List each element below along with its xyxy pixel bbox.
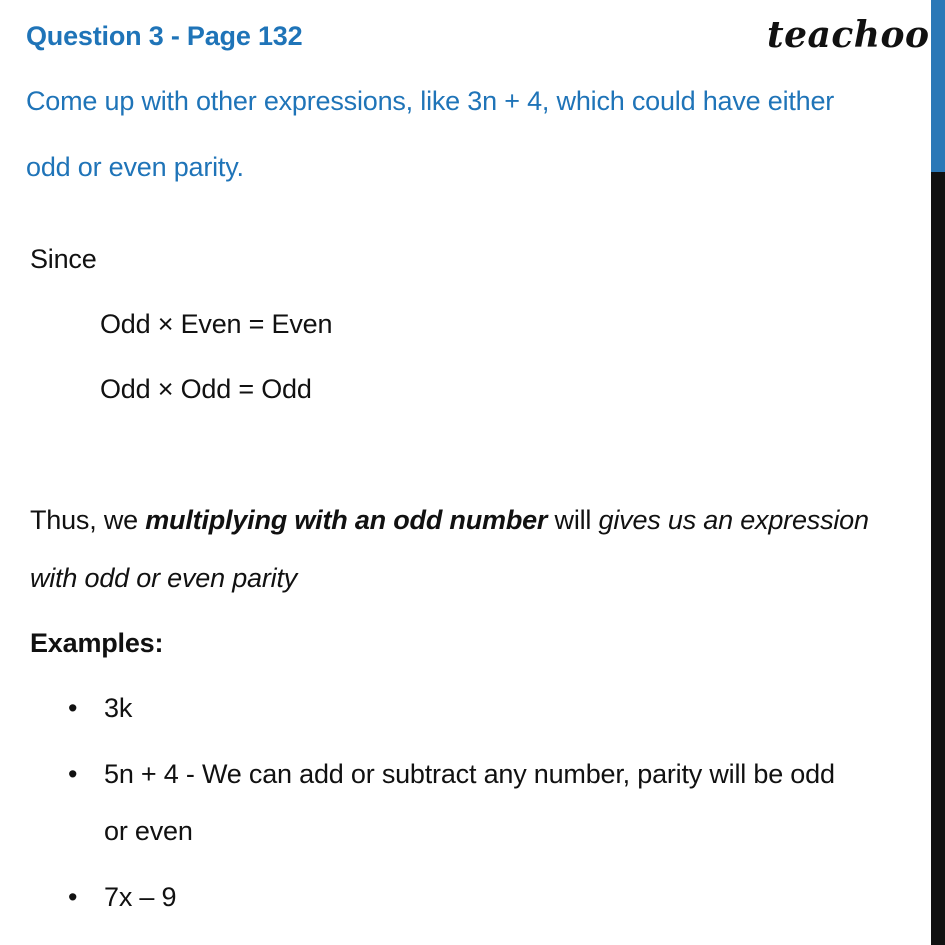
scrollbar-thumb[interactable] bbox=[931, 0, 945, 172]
bullet-icon: • bbox=[68, 759, 78, 789]
conclusion-middle: will bbox=[547, 505, 599, 535]
rule-odd-times-even: Odd × Even = Even bbox=[100, 309, 333, 339]
conclusion-emphasis: multiplying with an odd number bbox=[145, 505, 548, 535]
example-item-2-line-2: or even bbox=[104, 816, 193, 846]
conclusion-line-1 bbox=[30, 505, 869, 536]
rule-odd-times-odd: Odd × Odd = Odd bbox=[100, 374, 312, 404]
question-title: Question 3 - Page 132 bbox=[26, 21, 303, 51]
examples-heading: Examples: bbox=[30, 628, 164, 658]
example-item-1: 3k bbox=[104, 693, 133, 723]
bullet-icon: • bbox=[68, 882, 78, 912]
bullet-icon: • bbox=[68, 693, 78, 723]
example-item-2-line-1: 5n + 4 - We can add or subtract any number, parity will be odd bbox=[104, 759, 835, 789]
example-item-3: 7x – 9 bbox=[104, 882, 177, 912]
conclusion-prefix: Thus, we bbox=[30, 505, 146, 535]
conclusion-line-2: with odd or even parity bbox=[30, 563, 298, 593]
question-text-line-2: odd or even parity. bbox=[26, 152, 244, 182]
since-label: Since bbox=[30, 244, 97, 274]
question-text-line-1: Come up with other expressions, like 3n + 4, which could have either bbox=[26, 86, 835, 116]
teachoo-logo: teachoo bbox=[767, 14, 930, 56]
conclusion-italic: gives us an expression bbox=[598, 505, 869, 535]
